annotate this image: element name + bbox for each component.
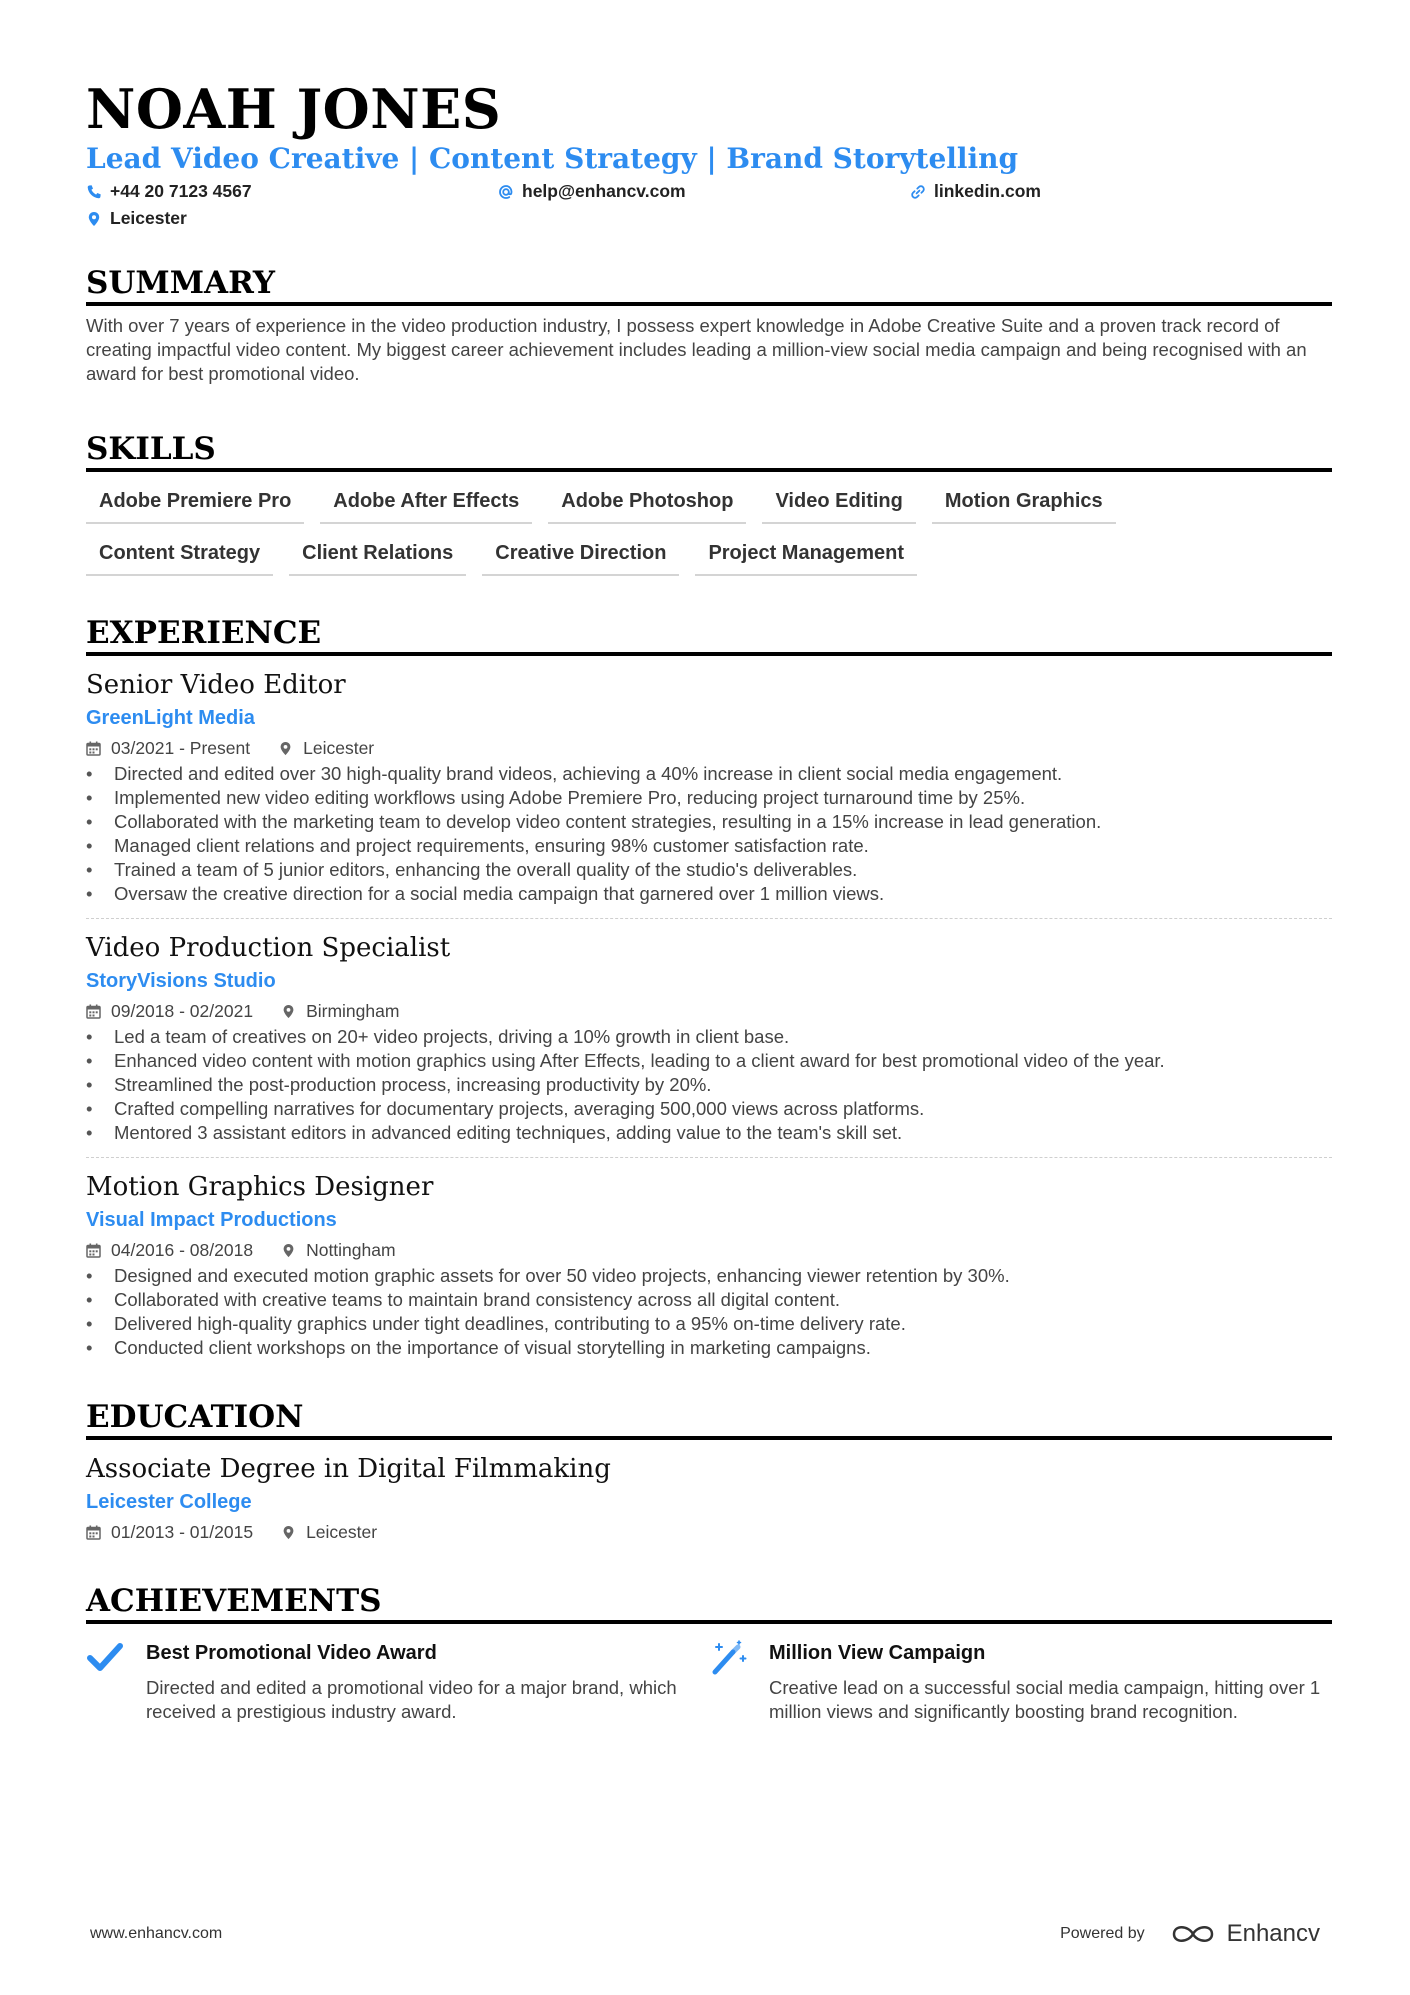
- job-title: Video Production Specialist: [86, 933, 451, 963]
- calendar-icon: [86, 1525, 101, 1540]
- enhancv-logo-icon: [1171, 1922, 1217, 1946]
- job-bullets: [86, 762, 1332, 906]
- job-title: Motion Graphics Designer: [86, 1172, 434, 1202]
- page-footer: [90, 1920, 1320, 1948]
- skills-list: [86, 486, 1332, 590]
- job-title: Senior Video Editor: [86, 670, 346, 700]
- experience-entry: [86, 1157, 1332, 1360]
- job-meta: [86, 1238, 1332, 1262]
- candidate-headline: Lead Video Creative | Content Strategy | Brand Storytelling: [86, 142, 1019, 175]
- achievements-section: [86, 1582, 1332, 1724]
- location-pin-icon: [281, 1004, 296, 1019]
- bullet-item: • Designed and executed motion graphic assets for over 50 video projects, enhancing viewer retention by 30%.: [86, 1264, 1332, 1288]
- job-dates: 04/2016 - 08/2018: [111, 1239, 254, 1260]
- job-bullets: [86, 1025, 1332, 1145]
- brand-name: Enhancv: [1226, 1920, 1320, 1947]
- location-text: Leicester: [110, 208, 187, 228]
- skill-tag: Adobe After Effects: [320, 486, 532, 524]
- powered-by-text: Powered by: [1060, 1925, 1145, 1942]
- achievement-item: [709, 1640, 1332, 1724]
- achievements-list: [86, 1640, 1332, 1724]
- skill-tag: Content Strategy: [86, 538, 273, 576]
- job-location-text: Birmingham: [306, 1000, 400, 1021]
- contact-location: [86, 205, 498, 232]
- bullet-item: • Directed and edited over 30 high-quality brand videos, achieving a 40% increase in client social media engagement.: [86, 762, 1332, 786]
- company-name: StoryVisions Studio: [86, 970, 276, 992]
- bullet-item: • Managed client relations and project requirements, ensuring 98% customer satisfaction rate.: [86, 834, 1332, 858]
- bullet-item: • Collaborated with the marketing team to develop video content strategies, resulting in a 15% increase in lead generation.: [86, 810, 1332, 834]
- experience-heading: EXPERIENCE: [86, 614, 1332, 656]
- experience-entry: [86, 656, 1332, 906]
- education-heading: EDUCATION: [86, 1398, 1332, 1440]
- achievements-heading: ACHIEVEMENTS: [86, 1582, 1332, 1624]
- skill-tag: Video Editing: [762, 486, 915, 524]
- experience-entry: [86, 918, 1332, 1145]
- job-location: [281, 1001, 399, 1022]
- education-entry: [86, 1440, 1332, 1544]
- at-sign-icon: [498, 184, 514, 200]
- achievement-description: Directed and edited a promotional video for a major brand, which received a prestigious industry award.: [146, 1677, 677, 1722]
- location-pin-icon: [281, 1525, 296, 1540]
- bullet-item: • Trained a team of 5 junior editors, enhancing the overall quality of the studio's deliverables.: [86, 858, 1332, 882]
- bullet-item: • Led a team of creatives on 20+ video projects, driving a 10% growth in client base.: [86, 1025, 1332, 1049]
- job-location: [278, 738, 374, 759]
- skills-heading: SKILLS: [86, 430, 1332, 472]
- achievement-title: Million View Campaign: [769, 1642, 986, 1664]
- bullet-item: • Conducted client workshops on the importance of visual storytelling in marketing campaigns.: [86, 1336, 1332, 1360]
- summary-section: [86, 264, 1332, 386]
- job-meta: [86, 736, 1332, 760]
- contact-email[interactable]: [498, 178, 910, 205]
- summary-heading: SUMMARY: [86, 264, 1332, 306]
- skill-tag: Client Relations: [289, 538, 466, 576]
- education-meta: [86, 1520, 1332, 1544]
- achievement-item: [86, 1640, 709, 1724]
- education-dates: 01/2013 - 01/2015: [111, 1521, 254, 1542]
- achievement-description: Creative lead on a successful social media campaign, hitting over 1 million views and significantly boosting brand recognition.: [769, 1677, 1321, 1722]
- achievement-body: [146, 1640, 706, 1724]
- phone-icon: [86, 184, 102, 200]
- contact-list: [86, 178, 1332, 232]
- linkedin-text: linkedin.com: [934, 181, 1041, 201]
- calendar-icon: [86, 1243, 101, 1258]
- skills-section: [86, 430, 1332, 590]
- job-location-text: Leicester: [303, 737, 375, 758]
- education-section: [86, 1398, 1332, 1544]
- skill-tag: Adobe Photoshop: [548, 486, 746, 524]
- location-pin-icon: [281, 1243, 296, 1258]
- contact-phone: [86, 178, 498, 205]
- job-meta: [86, 999, 1332, 1023]
- brand-logo[interactable]: [1171, 1920, 1320, 1948]
- achievement-title: Best Promotional Video Award: [146, 1642, 437, 1664]
- bullet-item: • Mentored 3 assistant editors in advanced editing techniques, adding value to the team's skill set.: [86, 1121, 1332, 1145]
- summary-text: With over 7 years of experience in the video production industry, I possess expert knowledge in Adobe Creative Suite and a proven track record of creating impactful video content. My biggest career achievement includes leading a million-view social media campaign and being recognised with an award for best promotional video.: [86, 315, 1307, 384]
- experience-section: [86, 614, 1332, 1360]
- powered-by: [1060, 1920, 1320, 1948]
- calendar-icon: [86, 741, 101, 756]
- bullet-item: • Streamlined the post-production process, increasing productivity by 20%.: [86, 1073, 1332, 1097]
- skill-tag: Adobe Premiere Pro: [86, 486, 304, 524]
- resume-header: [86, 78, 1332, 232]
- bullet-item: • Implemented new video editing workflows using Adobe Premiere Pro, reducing project turnaround time by 25%.: [86, 786, 1332, 810]
- email-text: help@enhancv.com: [522, 181, 686, 201]
- job-location-text: Nottingham: [306, 1239, 396, 1260]
- phone-text: +44 20 7123 4567: [110, 181, 252, 201]
- skill-tag: Creative Direction: [482, 538, 679, 576]
- job-bullets: [86, 1264, 1332, 1360]
- bullet-item: • Delivered high-quality graphics under tight deadlines, contributing to a 95% on-time delivery rate.: [86, 1312, 1332, 1336]
- resume-page: [86, 78, 1332, 1724]
- education-location-text: Leicester: [306, 1521, 378, 1542]
- job-location: [281, 1240, 396, 1261]
- magic-wand-icon: [709, 1640, 749, 1676]
- bullet-item: • Oversaw the creative direction for a social media campaign that garnered over 1 million views.: [86, 882, 1332, 906]
- school-name: Leicester College: [86, 1491, 252, 1513]
- company-name: GreenLight Media: [86, 707, 255, 729]
- bullet-item: • Collaborated with creative teams to maintain brand consistency across all digital content.: [86, 1288, 1332, 1312]
- bullet-item: • Crafted compelling narratives for documentary projects, averaging 500,000 views across platforms.: [86, 1097, 1332, 1121]
- bullet-item: • Enhanced video content with motion graphics using After Effects, leading to a client award for best promotional video of the year.: [86, 1049, 1332, 1073]
- achievement-body: [769, 1640, 1329, 1724]
- location-pin-icon: [278, 741, 293, 756]
- location-pin-icon: [86, 211, 102, 227]
- skill-tag: Motion Graphics: [932, 486, 1116, 524]
- degree-title: Associate Degree in Digital Filmmaking: [86, 1454, 611, 1484]
- checkmark-icon: [86, 1640, 126, 1676]
- job-dates: 09/2018 - 02/2021: [111, 1000, 254, 1021]
- job-dates: 03/2021 - Present: [111, 737, 251, 758]
- calendar-icon: [86, 1004, 101, 1019]
- candidate-name: NOAH JONES: [86, 77, 502, 141]
- education-location: [281, 1522, 377, 1543]
- footer-website[interactable]: www.enhancv.com: [90, 1925, 223, 1942]
- contact-linkedin[interactable]: [910, 178, 1310, 205]
- link-icon: [910, 184, 926, 200]
- skill-tag: Project Management: [695, 538, 917, 576]
- company-name: Visual Impact Productions: [86, 1209, 337, 1231]
